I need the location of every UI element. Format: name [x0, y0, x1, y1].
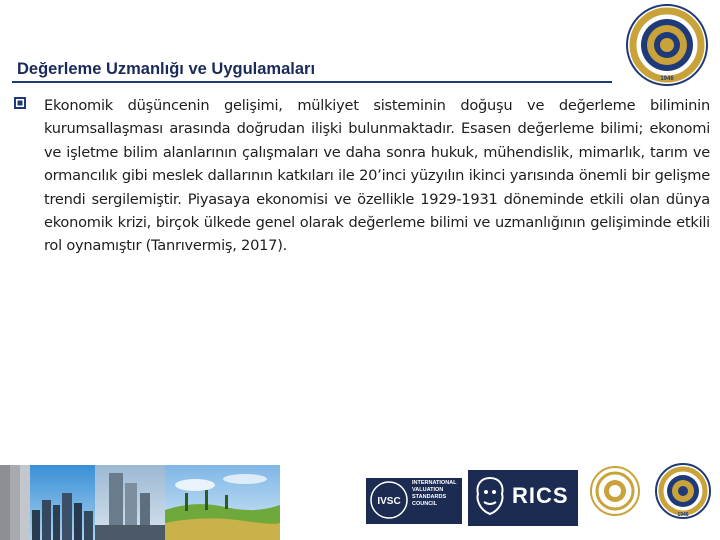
paragraph-line: birçok ülkede genel olarak değerleme bilimi ve uzmanlığının gelişiminde etkili rol	[44, 214, 710, 255]
footer-gray-strip	[0, 465, 30, 540]
ivsc-logo-icon	[369, 480, 409, 520]
ivsc-line: COUNCIL	[412, 501, 438, 507]
countryside-image	[165, 465, 280, 540]
city-skyline-image	[30, 465, 95, 540]
ivsc-line: INTERNATIONAL	[412, 480, 457, 486]
checkbox-square-bullet-icon	[14, 97, 26, 109]
university-seal-bottom-icon	[655, 463, 711, 519]
paragraph-line: biliminin kurumsallaşması arasında doğrudan ilişki bulunmaktadır. Esasen	[44, 97, 710, 138]
paragraph-line: ile 20’inci yüzyılın ikinci yarısında önemli bir gelişme trendi sergilemiştir. Piyasaya	[44, 167, 710, 208]
title-underline	[12, 81, 612, 83]
skyscraper-image	[95, 465, 165, 540]
paragraph-line: Ekonomik düşüncenin gelişimi, mülkiyet sisteminin doğuşu ve değerleme	[44, 97, 650, 114]
paragraph-line: oynamıştır (Tanrıvermiş, 2017).	[66, 237, 288, 255]
ivsc-full-name	[412, 480, 468, 508]
paragraph-line: ekonomisi ve özellikle 1929-1931 döneminde etkili olan dünya ekonomik krizi,	[44, 190, 710, 232]
rics-abbr: RICS	[512, 483, 569, 508]
ivsc-abbr: IVSC	[377, 496, 401, 507]
slide-title: Değerleme Uzmanlığı ve Uygulamaları	[17, 60, 316, 78]
seal-bottom-year: 1946	[677, 512, 689, 518]
paragraph-line: hukuk, mühendislik, mimarlık, tarım ve ormancılık gibi meslek dallarının katkıları	[44, 143, 711, 185]
seal-top-year: 1946	[660, 76, 674, 82]
paragraph-line: değerleme bilimi; ekonomi ve işletme bilim alanlarının çalışmaları ve daha sonra	[44, 120, 710, 161]
faculty-seal-icon	[590, 466, 640, 516]
ivsc-line: STANDARDS	[412, 494, 447, 500]
university-seal-icon	[626, 4, 708, 86]
body-paragraph	[44, 94, 710, 258]
ivsc-line: VALUATION	[412, 487, 444, 493]
lion-icon	[472, 474, 508, 518]
